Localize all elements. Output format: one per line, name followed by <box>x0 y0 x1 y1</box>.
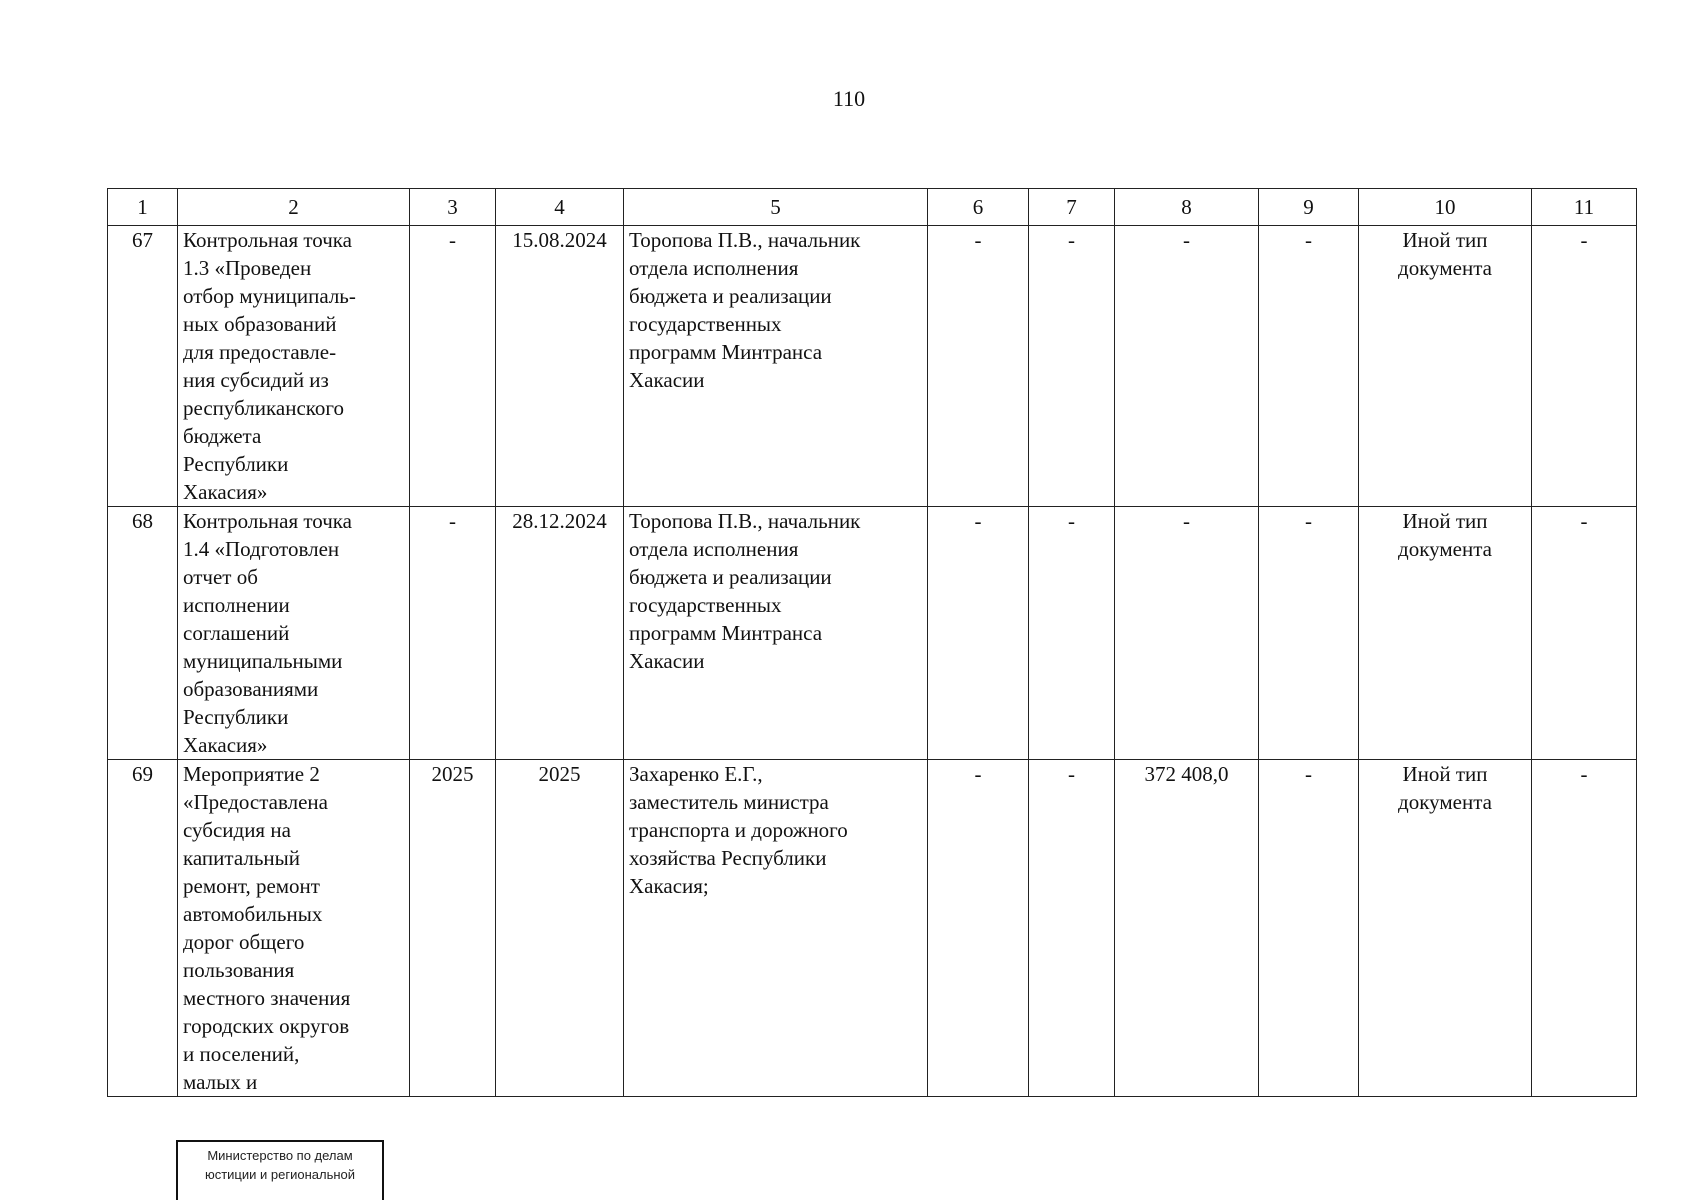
row-number: 69 <box>108 760 178 1097</box>
document-table <box>107 188 1637 1097</box>
event-name: Контрольная точка 1.4 «Подготовлен отчет об исполнении соглашений муниципальными образованиями Республики Хакасия» <box>178 507 410 760</box>
header-cell: 7 <box>1029 189 1115 226</box>
document-type: Иной тип документа <box>1359 507 1532 760</box>
cell-col6: - <box>928 507 1029 760</box>
cell-col3: - <box>410 507 496 760</box>
cell-col11: - <box>1532 507 1637 760</box>
cell-col6: - <box>928 760 1029 1097</box>
cell-col9: - <box>1259 507 1359 760</box>
registration-stamp <box>176 1140 384 1200</box>
cell-col3: - <box>410 226 496 507</box>
cell-col4: 2025 <box>496 760 624 1097</box>
cell-col11: - <box>1532 760 1637 1097</box>
cell-col8: - <box>1115 507 1259 760</box>
cell-col8: - <box>1115 226 1259 507</box>
responsible-person: Торопова П.В., начальник отдела исполнения бюджета и реализации государственных программ Минтранса Хакасии <box>624 226 928 507</box>
document-type: Иной тип документа <box>1359 226 1532 507</box>
header-row <box>108 189 1637 226</box>
header-cell: 1 <box>108 189 178 226</box>
event-name: Мероприятие 2 «Предоставлена субсидия на капитальный ремонт, ремонт автомобильных дорог общего пользования местного значения городских округов и поселений, малых и <box>178 760 410 1097</box>
cell-col9: - <box>1259 760 1359 1097</box>
cell-col7: - <box>1029 760 1115 1097</box>
document-type: Иной тип документа <box>1359 760 1532 1097</box>
row-number: 67 <box>108 226 178 507</box>
responsible-person: Захаренко Е.Г., заместитель министра транспорта и дорожного хозяйства Республики Хакасия; <box>624 760 928 1097</box>
cell-col11: - <box>1532 226 1637 507</box>
header-cell: 5 <box>624 189 928 226</box>
table-row <box>108 760 1637 1097</box>
cell-col7: - <box>1029 226 1115 507</box>
header-cell: 10 <box>1359 189 1532 226</box>
cell-col6: - <box>928 226 1029 507</box>
stamp-line: Министерство по делам <box>207 1148 353 1163</box>
table-row <box>108 226 1637 507</box>
page-number: 110 <box>832 86 866 111</box>
stamp-line: юстиции и региональной <box>204 1167 356 1182</box>
header-cell: 9 <box>1259 189 1359 226</box>
header-cell: 3 <box>410 189 496 226</box>
cell-col7: - <box>1029 507 1115 760</box>
cell-col4: 15.08.2024 <box>496 226 624 507</box>
cell-col3: 2025 <box>410 760 496 1097</box>
cell-col4: 28.12.2024 <box>496 507 624 760</box>
header-cell: 4 <box>496 189 624 226</box>
header-cell: 11 <box>1532 189 1637 226</box>
header-cell: 6 <box>928 189 1029 226</box>
responsible-person: Торопова П.В., начальник отдела исполнения бюджета и реализации государственных программ Минтранса Хакасии <box>624 507 928 760</box>
cell-col9: - <box>1259 226 1359 507</box>
row-number: 68 <box>108 507 178 760</box>
header-cell: 2 <box>178 189 410 226</box>
cell-col8: 372 408,0 <box>1115 760 1259 1097</box>
table-row <box>108 507 1637 760</box>
header-cell: 8 <box>1115 189 1259 226</box>
event-name: Контрольная точка 1.3 «Проведен отбор муниципаль- ных образований для предоставле- ния субсидий из республиканского бюджета Республики Хакасия» <box>178 226 410 507</box>
